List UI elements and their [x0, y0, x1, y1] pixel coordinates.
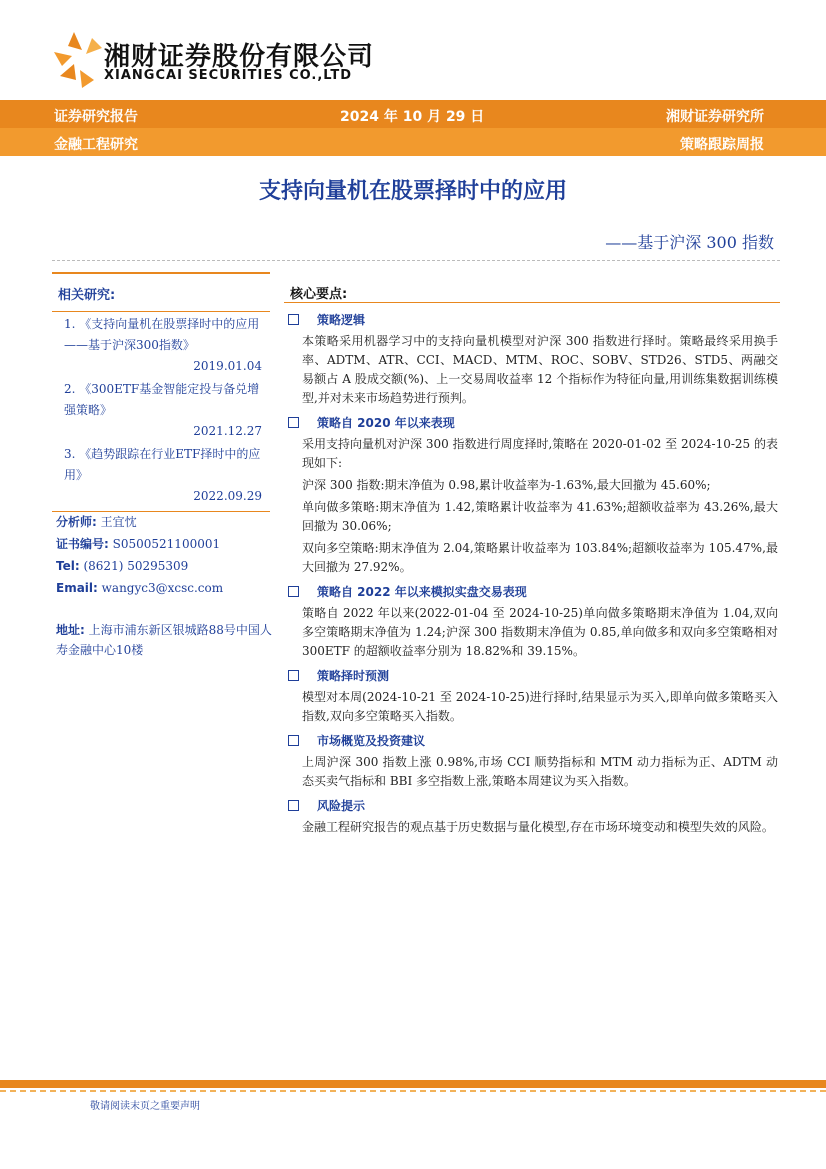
company-logo	[52, 30, 112, 92]
related-item-date: 2019.01.04	[193, 359, 262, 373]
report-subtitle: ——基于沪深 300 指数	[605, 233, 774, 252]
footer-disclaimer: 敬请阅读末页之重要声明	[90, 1101, 200, 1112]
checkbox-icon	[288, 314, 299, 325]
related-item[interactable]	[52, 312, 270, 377]
related-item-title: 3. 《趋势跟踪在行业ETF择时中的应用》	[64, 447, 261, 482]
core-points-heading: 核心要点:	[290, 287, 348, 302]
tel-label: Tel:	[56, 559, 80, 573]
core-points-divider	[284, 302, 780, 303]
section-paragraph: 沪深 300 指数:期末净值为 0.98,累计收益率为-1.63%,最大回撤为 45.60%;	[302, 478, 711, 492]
related-research-panel	[52, 272, 270, 512]
section-paragraph: 本策略采用机器学习中的支持向量机模型对沪深 300 指数进行择时。策略最终采用换手率、ADTM、ATR、CCI、MACD、MTM、ROC、SOBV、STD26、STD5、两融交易额占 A 股成交额(%)、上一交易周收益率 12 个指标作为特征向量,用训练集数据训练模型,并对未来市场趋势进行预判。	[302, 334, 778, 405]
checkbox-icon	[288, 670, 299, 681]
footer-dashed-rule	[0, 1090, 826, 1092]
company-name-cn: 湘财证券股份有限公司	[104, 42, 375, 72]
header-bar-bottom	[0, 128, 826, 156]
analyst-name: 王宜忱	[100, 515, 137, 529]
report-category: 金融工程研究	[54, 137, 138, 153]
footer-bar	[0, 1080, 826, 1088]
section-paragraph: 单向做多策略:期末净值为 1.42,策略累计收益率为 41.63%;超额收益率为 43.26%,最大回撤为 30.06%;	[302, 500, 778, 533]
related-item-date: 2022.09.29	[193, 489, 262, 503]
checkbox-icon	[288, 586, 299, 597]
related-item-title: 1. 《支持向量机在股票择时中的应用——基于沪深300指数》	[64, 317, 260, 352]
section-heading-risk-warning: 风险提示	[288, 794, 778, 818]
report-series: 策略跟踪周报	[680, 137, 764, 153]
email-label: Email:	[56, 581, 98, 595]
related-item[interactable]	[52, 442, 270, 507]
section-paragraph: 上周沪深 300 指数上涨 0.98%,市场 CCI 顺势指标和 MTM 动力指标为正、ADTM 动态买卖气指标和 BBI 多空指数上涨,策略本周建议为买入指数。	[302, 755, 778, 788]
report-date: 2024 年 10 月 29 日	[340, 109, 485, 125]
title-divider	[52, 260, 780, 261]
report-title: 支持向量机在股票择时中的应用	[258, 179, 567, 204]
institute-name: 湘财证券研究所	[666, 109, 764, 125]
section-heading-performance-2020: 策略自 2020 年以来表现	[288, 411, 778, 435]
checkbox-icon	[288, 735, 299, 746]
company-name-en: XIANGCAI SECURITIES CO.,LTD	[104, 68, 353, 83]
tel-value: (8621) 50295309	[83, 559, 189, 573]
checkbox-icon	[288, 800, 299, 811]
address-info	[56, 620, 276, 660]
section-paragraph: 金融工程研究报告的观点基于历史数据与量化模型,存在市场环境变动和模型失效的风险。	[302, 820, 774, 834]
cert-label: 证书编号:	[56, 537, 109, 551]
analyst-info	[56, 511, 276, 599]
checkbox-icon	[288, 417, 299, 428]
section-paragraph: 模型对本周(2024-10-21 至 2024-10-25)进行择时,结果显示为买入,即单向做多策略买入指数,双向多空策略买入指数。	[302, 690, 778, 723]
header-bar-top	[0, 100, 826, 128]
analyst-label: 分析师:	[56, 515, 97, 529]
section-paragraph: 采用支持向量机对沪深 300 指数进行周度择时,策略在 2020-01-02 至 2024-10-25 的表现如下:	[302, 437, 778, 470]
section-heading-market-overview: 市场概览及投资建议	[288, 729, 778, 753]
section-heading-timing-forecast: 策略择时预测	[288, 664, 778, 688]
report-type: 证券研究报告	[54, 109, 138, 125]
section-paragraph: 双向多空策略:期末净值为 2.04,策略累计收益率为 103.84%;超额收益率为 105.47%,最大回撤为 27.92%。	[302, 541, 778, 574]
related-item[interactable]	[52, 377, 270, 442]
cert-value: S0500521100001	[112, 537, 221, 551]
core-points-content	[288, 308, 778, 840]
section-heading-simulated-trading: 策略自 2022 年以来模拟实盘交易表现	[288, 580, 778, 604]
address-label: 地址:	[56, 623, 85, 637]
related-item-title: 2. 《300ETF基金智能定投与备兑增强策略》	[64, 382, 260, 417]
related-research-heading: 相关研究:	[52, 272, 270, 312]
section-paragraph: 策略自 2022 年以来(2022-01-04 至 2024-10-25)单向做多策略期末净值为 1.04,双向多空策略期末净值为 1.24;沪深 300 指数期末净值为 0.85,单向做多和双向多空策略相对 300ETF 的超额收益率分别为 18.82%和 39.15%。	[302, 606, 778, 658]
email-link[interactable]: wangyc3@xcsc.com	[101, 581, 224, 595]
address-value: 上海市浦东新区银城路88号中国人寿金融中心10楼	[56, 623, 272, 657]
section-heading-strategy-logic: 策略逻辑	[288, 308, 778, 332]
related-item-date: 2021.12.27	[193, 424, 262, 438]
